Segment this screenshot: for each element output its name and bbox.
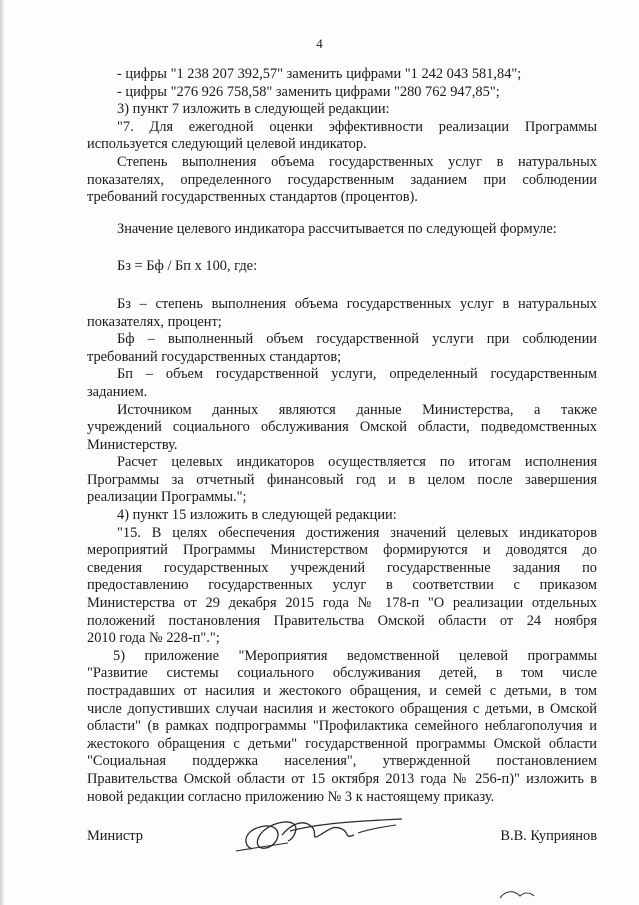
body-line: области" (в рамках подпрограммы "Профилактика семейного неблагополучия и — [87, 718, 597, 735]
body-line: показателях, процент; — [87, 313, 222, 330]
signature-block — [87, 823, 597, 863]
body-line: предоставлению государственных услуг в соответствии с приказом — [87, 577, 597, 594]
formula-intro: Значение целевого индикатора рассчитывается по следующей формуле: — [117, 220, 557, 237]
body-line: Бп – объем государственной услуги, определенный государственным — [117, 366, 597, 383]
body-line: Министерству. — [87, 436, 178, 453]
body-line: - цифры "276 926 758,58" заменить цифрами "280 762 947,85"; — [117, 83, 500, 100]
body-line: 3) пункт 7 изложить в следующей редакции: — [117, 101, 390, 118]
body-line: Программы за отчетный финансовый год и в целом после завершения — [87, 471, 597, 488]
body-line: числе допустивших случаи насилия и жестокого обращения с детьми, в Омской — [87, 700, 597, 717]
scan-edge — [0, 0, 4, 905]
body-line: 2010 года № 228-п"."; — [87, 630, 220, 647]
ink-mark — [496, 886, 536, 900]
body-line: требований государственных стандартов; — [87, 348, 342, 365]
body-line: Правительства Омской области от 15 октября 2013 года № 256-п)" изложить в — [87, 770, 597, 787]
body-line: показателях, определенного государственным заданием при соблюдении — [87, 171, 597, 188]
body-line: "Социальная поддержка населения", утвержденной постановлением — [87, 753, 597, 770]
body-line: заданием. — [87, 383, 148, 400]
body-line: сведения государственных учреждений государственные задания по — [87, 559, 597, 576]
body-line: учреждений социального обслуживания Омской области, подведомственных — [87, 419, 597, 436]
body-line: Расчет целевых индикаторов осуществляется по итогам исполнения — [117, 454, 597, 471]
signatory-name: В.В. Куприянов — [500, 828, 597, 844]
body-line: - цифры "1 238 207 392,57" заменить цифрами "1 242 043 581,84"; — [117, 66, 522, 82]
body-line: Бф – выполненный объем государственной услуги при соблюдении — [117, 331, 597, 348]
body-line: положений постановления Правительства Омской области от 24 ноября — [87, 612, 597, 629]
body-line: новой редакции согласно приложению № 3 к настоящему приказу. — [87, 788, 495, 805]
body-line: мероприятий Программы Министерством формируются и доводятся до — [87, 542, 597, 559]
body-line: Бз – степень выполнения объема государственных услуг в натуральных — [117, 295, 597, 312]
body-line: пострадавших от насилия и жестокого обращения, и семей с детьми, в том — [87, 683, 597, 699]
formula: Бз = Бф / Бп х 100, где: — [117, 258, 258, 275]
body-line: "7. Для ежегодной оценки эффективности реализации Программы — [117, 118, 597, 135]
signatory-title: Министр — [87, 828, 143, 844]
body-line: 5) приложение "Мероприятия ведомственной целевой программы — [113, 647, 597, 664]
body-line: требований государственных стандартов (процентов). — [87, 189, 418, 206]
body-line: жестокого обращения с детьми" государственной программы Омской области — [87, 735, 597, 752]
document-body — [87, 66, 597, 806]
body-line: "Развитие системы социального обслуживания детей, в том числе — [87, 665, 597, 682]
body-line: реализации Программы."; — [87, 489, 247, 506]
body-line: 4) пункт 15 изложить в следующей редакции: — [117, 507, 397, 524]
page-number: 4 — [316, 36, 323, 51]
body-line: "15. В целях обеспечения достижения значений целевых индикаторов — [117, 524, 597, 541]
body-line: Степень выполнения объема государственных услуг в натуральных — [117, 153, 597, 170]
signature-image — [230, 805, 410, 861]
body-line: используется следующий целевой индикатор. — [87, 136, 367, 153]
body-line: Источником данных являются данные Министерства, а также — [117, 401, 597, 418]
body-line: Министерства от 29 декабря 2015 года № 178-п "О реализации отдельных — [87, 595, 597, 612]
